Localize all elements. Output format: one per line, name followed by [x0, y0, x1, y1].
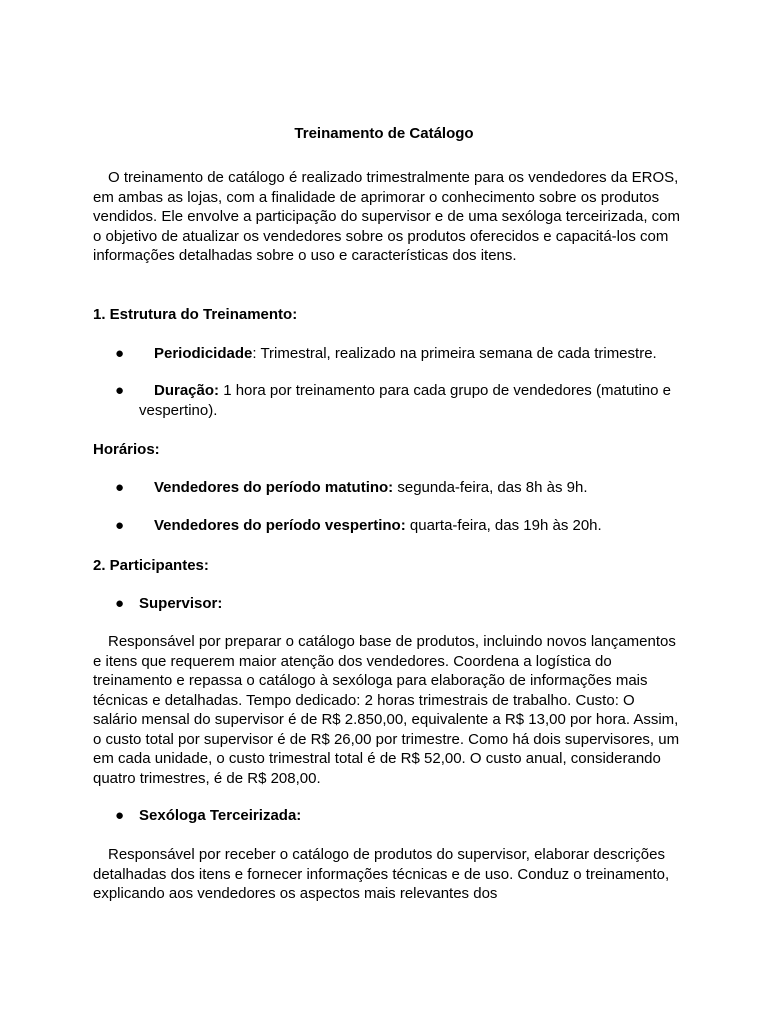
sexologa-label: Sexóloga Terceirizada:: [139, 807, 302, 824]
list-item-text: [154, 478, 587, 498]
section-participants-heading: 2. Participantes:: [93, 557, 209, 574]
bullet-icon: ●: [115, 382, 125, 399]
list-item-label: Vendedores do período matutino:: [154, 479, 394, 496]
list-item-value: : Trimestral, realizado na primeira semana de cada trimestre.: [252, 345, 657, 362]
bullet-icon: ●: [115, 807, 125, 824]
list-item-label: Duração:: [154, 382, 220, 399]
list-item-value: segunda-feira, das 8h às 9h.: [393, 479, 588, 496]
bullet-icon: ●: [115, 345, 125, 362]
list-item-text: [154, 344, 657, 364]
intro-paragraph: O treinamento de catálogo é realizado trimestralmente para os vendedores da EROS, em ambas as lojas, com a finalidade de aprimorar o conhecimento sobre os produtos vendidos. Ele envolve a participação do supervisor e de uma sexóloga terceirizada, com o objetivo de atualizar os vendedores sobre os produtos oferecidos e capacitá-los com informações detalhadas sobre o uso e características dos itens.: [93, 169, 680, 264]
section-structure-heading: 1. Estrutura do Treinamento:: [93, 306, 298, 323]
list-item-text: [154, 516, 602, 536]
bullet-icon: ●: [115, 595, 125, 612]
list-item-label: Vendedores do período vespertino:: [154, 517, 406, 534]
supervisor-label: Supervisor:: [139, 595, 223, 612]
bullet-icon: ●: [115, 479, 125, 496]
bullet-icon: ●: [115, 517, 125, 534]
list-item-label: Periodicidade: [154, 345, 253, 362]
list-item-text: [139, 381, 679, 420]
list-item-value: 1 hora por treinamento para cada grupo de vendedores (matutino e vespertino).: [139, 382, 671, 419]
section-schedule-heading: Horários:: [93, 441, 160, 458]
document-title: Treinamento de Catálogo: [294, 125, 474, 142]
list-item-value: quarta-feira, das 19h às 20h.: [405, 517, 602, 534]
supervisor-paragraph: Responsável por preparar o catálogo base de produtos, incluindo novos lançamentos e itens que requerem maior atenção dos vendedores. Coordena a logística do treinamento e repassa o catálogo à sexóloga para elaboração de informações mais técnicas e detalhadas. Tempo dedicado: 2 horas trimestrais de trabalho. Custo: O salário mensal do supervisor é de R$ 2.850,00, equivalente a R$ 13,00 por hora. Assim, o custo total por supervisor é de R$ 26,00 por trimestre. Como há dois supervisores, um em cada unidade, o custo trimestral total é de R$ 52,00. O custo anual, considerando quatro trimestres, é de R$ 208,00.: [93, 633, 680, 787]
sexologa-paragraph: Responsável por receber o catálogo de produtos do supervisor, elaborar descrições detalhadas dos itens e fornecer informações técnicas e de uso. Conduz o treinamento, explicando aos vendedores os aspectos mais relevantes dos: [93, 846, 670, 902]
